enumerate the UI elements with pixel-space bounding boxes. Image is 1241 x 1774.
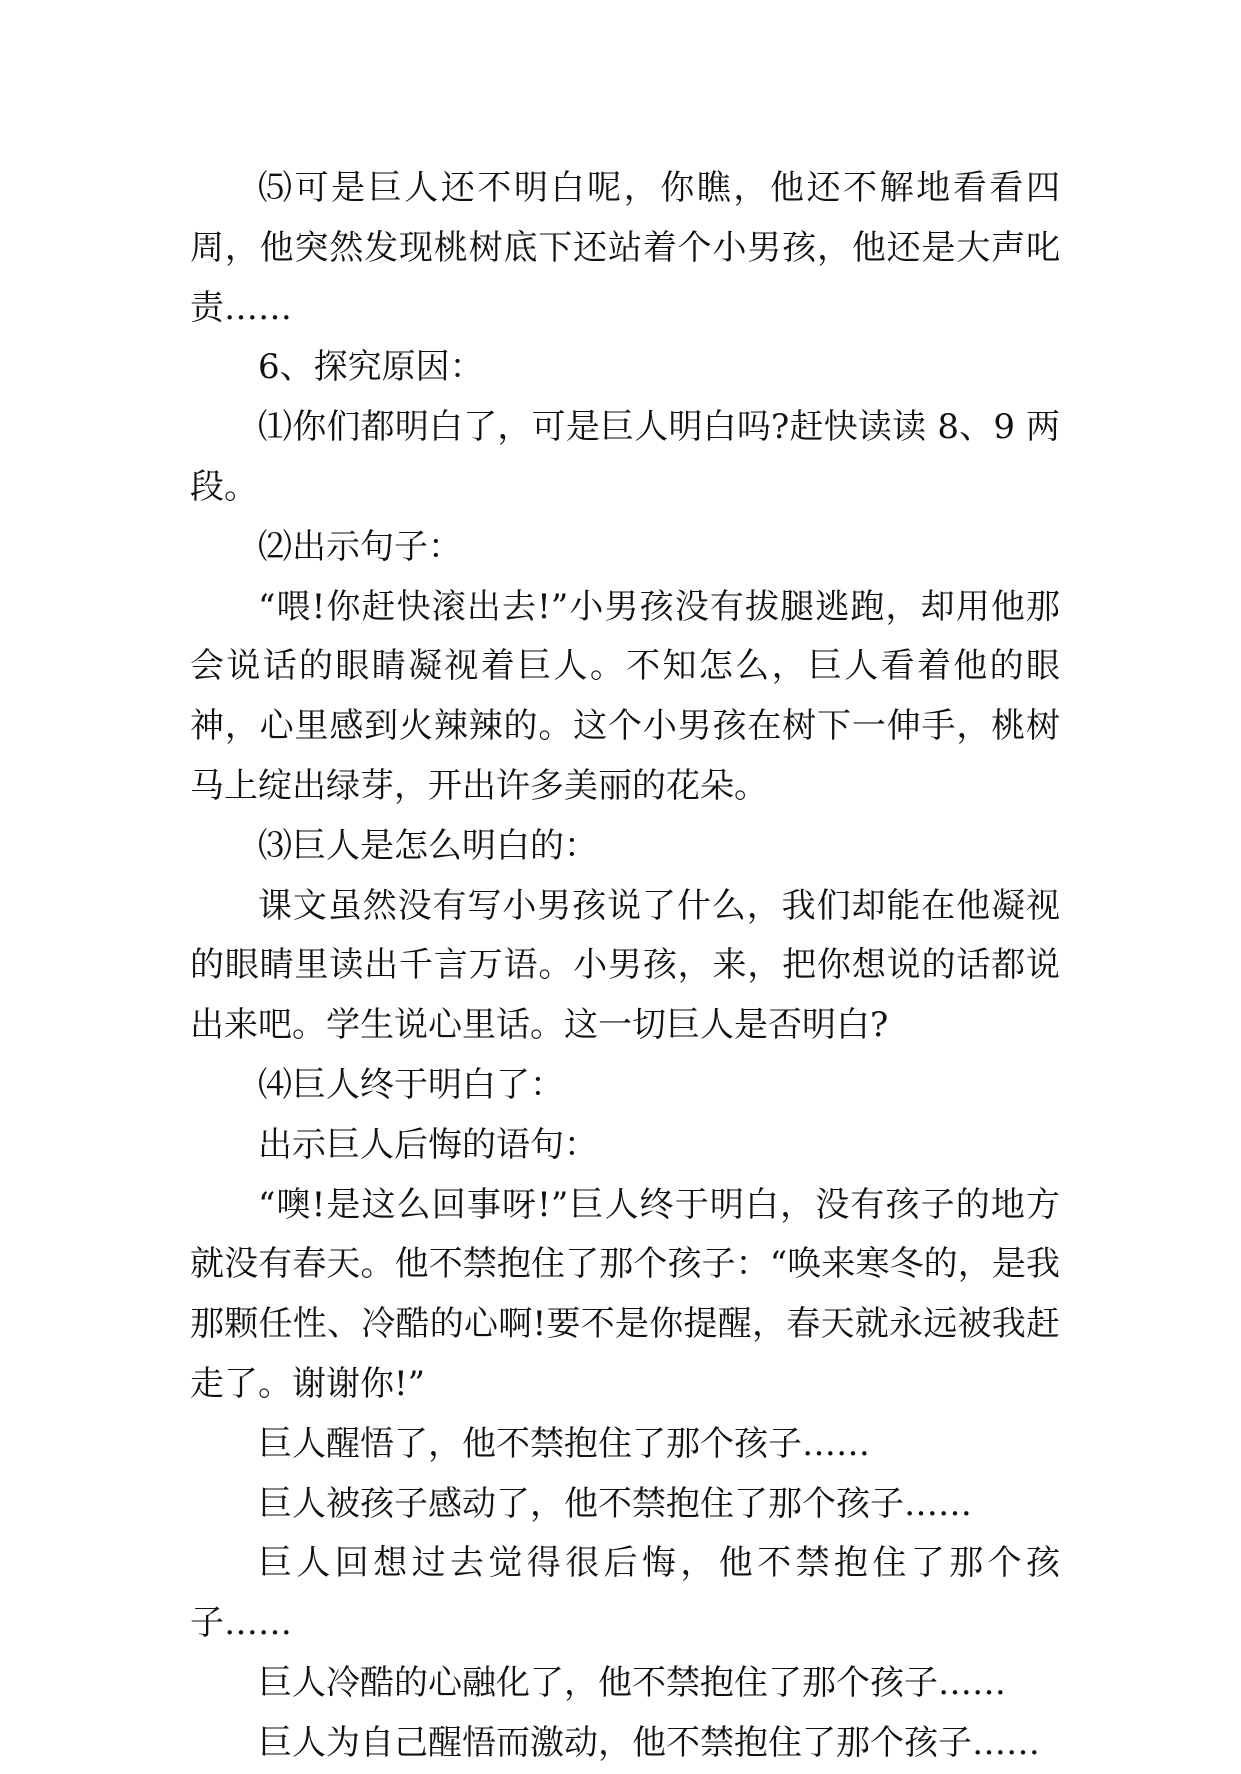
- reflection-line-4: 巨人冷酷的心融化了，他不禁抱住了那个孩子……: [258, 1662, 1006, 1703]
- reflection-line-5: 巨人为自己醒悟而激动，他不禁抱住了那个孩子……: [258, 1722, 1040, 1763]
- quoted-passage-2: “噢!是这么回事呀!”巨人终于明白，没有孩子的地方就没有春天。他不禁抱住了那个孩子：“唤来寒冬的，是我那颗任性、冷酷的心啊!要不是你提醒，春天就永远被我赶走了。谢谢你!”: [190, 1184, 1060, 1404]
- reflection-line-2: 巨人被孩子感动了，他不禁抱住了那个孩子……: [258, 1483, 972, 1524]
- paragraph-show-regret: 出示巨人后悔的语句：: [258, 1124, 598, 1165]
- document-page: [190, 159, 1060, 1774]
- paragraph-1-question: ⑴你们都明白了，可是巨人明白吗?赶快读读 8、9 两段。: [190, 407, 1060, 507]
- paragraph-3-how-understood: ⑶巨人是怎么明白的：: [258, 825, 598, 866]
- paragraph-2-show-sentence: ⑵出示句子：: [258, 526, 462, 567]
- reflection-line-1: 巨人醒悟了，他不禁抱住了那个孩子……: [258, 1423, 870, 1464]
- reflection-line-3: 巨人回想过去觉得很后悔，他不禁抱住了那个孩子……: [190, 1543, 1060, 1644]
- paragraph-5-confusion: ⑸可是巨人还不明白呢，你瞧，他还不解地看看四周，他突然发现桃树底下还站着个小男孩，他还是大声叱责……: [190, 168, 1060, 328]
- quoted-passage-1: “喂!你赶快滚出去!”小男孩没有拔腿逃跑，却用他那会说话的眼睛凝视着巨人。不知怎么，巨人看着他的眼神，心里感到火辣辣的。这个小男孩在树下一伸手，桃树马上绽出绿芽，开出许多美丽的花朵。: [190, 586, 1060, 806]
- section-heading-6: 6、探究原因：: [258, 347, 484, 388]
- paragraph-4-finally-understood: ⑷巨人终于明白了：: [258, 1064, 564, 1105]
- paragraph-boy-words: 课文虽然没有写小男孩说了什么，我们却能在他凝视的眼睛里读出千言万语。小男孩，来，把你想说的话都说出来吧。学生说心里话。这一切巨人是否明白?: [190, 885, 1060, 1046]
